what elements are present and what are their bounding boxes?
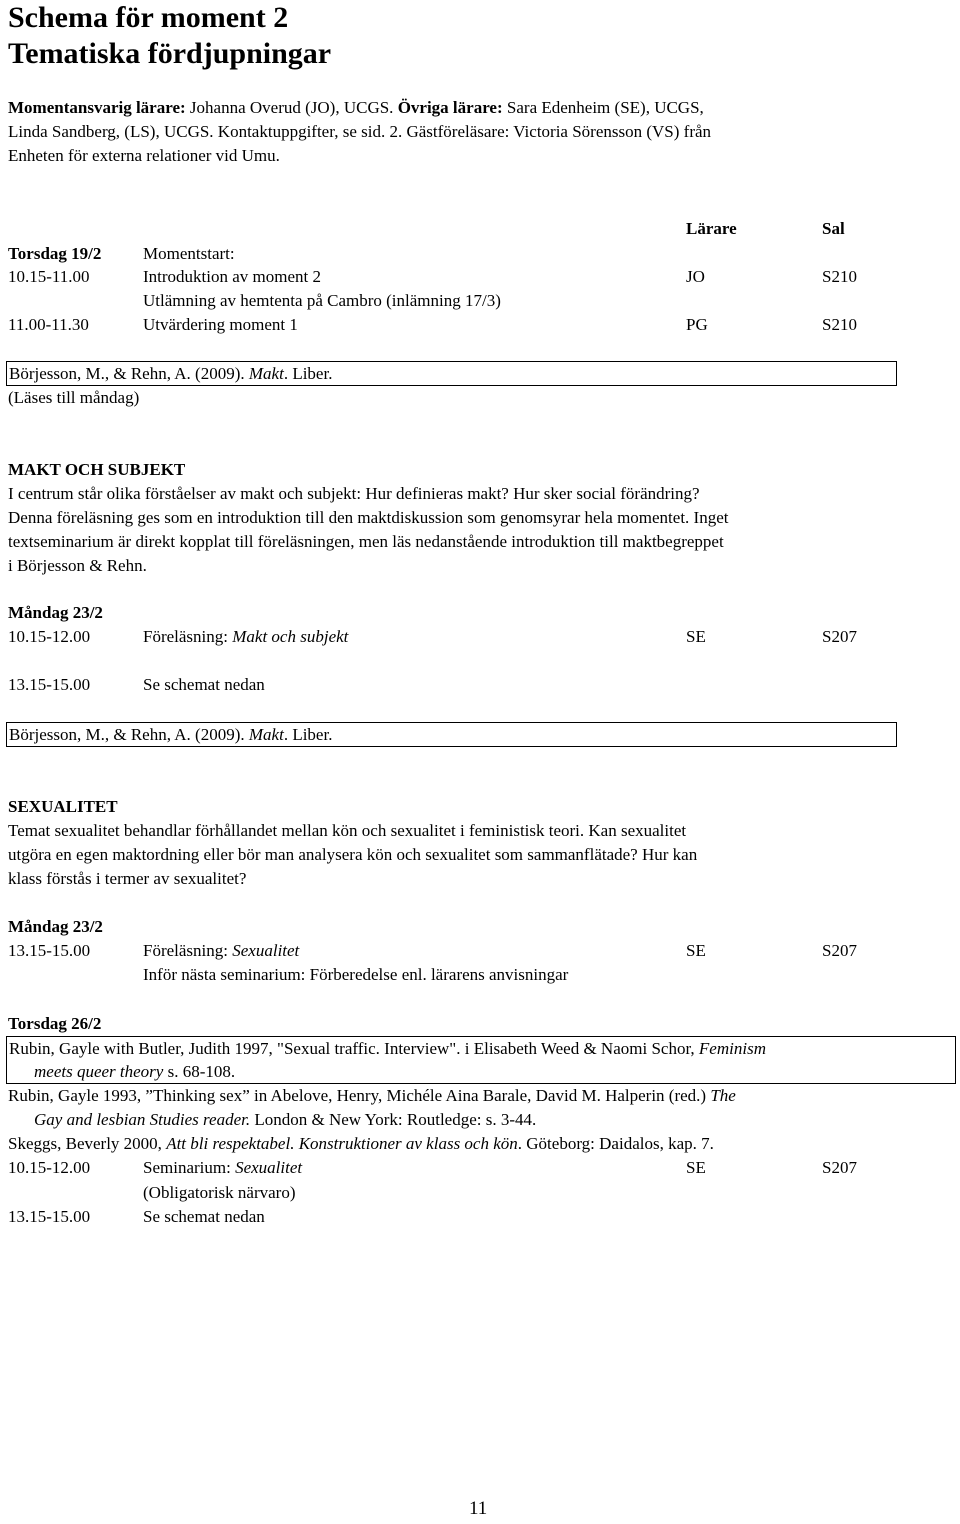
session-activity: Se schemat nedan (143, 675, 265, 694)
session-room: S210 (822, 267, 857, 286)
reading-note: (Läses till måndag) (8, 388, 140, 407)
makt-paragraph-line3: textseminarium är direkt kopplat till föreläsningen, men läs nedanstående introduktion till maktbegreppet (8, 532, 724, 551)
teacher-column-header: Lärare (686, 219, 737, 238)
reference-title: meets queer theory (34, 1062, 164, 1081)
makt-paragraph-line4: i Börjesson & Rehn. (8, 556, 147, 575)
reading-reference-rubin-1997 (9, 1038, 766, 1060)
session-teacher: PG (686, 315, 708, 334)
reference-author: Skeggs, Beverly 2000, (8, 1134, 167, 1153)
reference-title: Makt (248, 364, 284, 383)
reading-reference-rubin-1993-cont (34, 1109, 536, 1131)
session-activity-note: Inför nästa seminarium: Förberedelse enl. lärarens anvisningar (143, 965, 569, 984)
other-teachers-text: Sara Edenheim (SE), UCGS, (502, 98, 704, 117)
sex-paragraph-line3: klass förstås i termer av sexualitet? (8, 869, 247, 888)
reference-text: Rubin, Gayle 1993, ”Thinking sex” in Abelove, Henry, Michéle Aina Barale, David M. Halperin (red.) (8, 1086, 711, 1105)
reference-title: Att bli respektabel. Konstruktioner av klass och kön (166, 1134, 518, 1153)
page-title-line1: Schema för moment 2 (8, 1, 289, 34)
reading-reference (9, 363, 332, 385)
session-room: S207 (822, 941, 857, 960)
session-activity: Se schemat nedan (143, 1207, 265, 1226)
session-teacher: SE (686, 627, 706, 646)
page-number: 11 (469, 1498, 488, 1519)
intro-line1 (8, 97, 704, 119)
reading-reference-rubin-1993 (8, 1085, 736, 1107)
session-time: 10.15-12.00 (8, 627, 91, 646)
session-activity-note: Utlämning av hemtenta på Cambro (inlämning 17/3) (143, 291, 501, 310)
day-heading-monday-23: Måndag 23/2 (8, 917, 103, 936)
makt-paragraph-line2: Denna föreläsning ges som en introduktion till den maktdiskussion som genomsyrar hela momentet. Inget (8, 508, 729, 527)
session-time: 13.15-15.00 (8, 1207, 91, 1226)
section-heading-sexualitet: SEXUALITET (8, 797, 118, 816)
session-time: 13.15-15.00 (8, 675, 91, 694)
reading-reference (9, 724, 332, 746)
intro-line2: Linda Sandberg, (LS), UCGS. Kontaktuppgifter, se sid. 2. Gästföreläsare: Victoria Sörensson (VS) från (8, 122, 712, 141)
session-time: 10.15-12.00 (8, 1158, 91, 1177)
activity-type: Föreläsning: (143, 627, 233, 646)
reference-title: The (710, 1086, 736, 1105)
session-activity: Introduktion av moment 2 (143, 267, 322, 286)
activity-topic: Sexualitet (232, 941, 300, 960)
activity-topic: Sexualitet (235, 1158, 303, 1177)
reference-publisher: . Göteborg: Daidalos, kap. 7. (517, 1134, 714, 1153)
session-teacher: JO (686, 267, 705, 286)
session-room: S210 (822, 315, 857, 334)
session-activity (143, 626, 348, 648)
session-activity (143, 1157, 302, 1179)
day-heading-thursday-26: Torsdag 26/2 (8, 1014, 102, 1033)
room-column-header: Sal (822, 219, 845, 238)
session-activity (143, 940, 299, 962)
session-time: 11.00-11.30 (8, 315, 89, 334)
reference-title: Gay and lesbian Studies reader. (34, 1110, 251, 1129)
session-activity-note: (Obligatorisk närvaro) (143, 1183, 296, 1202)
other-teachers-label: Övriga lärare: (397, 98, 503, 117)
activity-topic: Makt och subjekt (232, 627, 349, 646)
session-time: 13.15-15.00 (8, 941, 91, 960)
moment-start-label: Momentstart: (143, 244, 235, 263)
session-teacher: SE (686, 941, 706, 960)
session-room: S207 (822, 627, 857, 646)
session-room: S207 (822, 1158, 857, 1177)
day-heading-monday-23: Måndag 23/2 (8, 603, 103, 622)
session-time: 10.15-11.00 (8, 267, 90, 286)
session-teacher: SE (686, 1158, 706, 1177)
reference-title: Feminism (698, 1039, 766, 1058)
responsible-label: Momentansvarig lärare: (8, 98, 186, 117)
activity-type: Föreläsning: (143, 941, 233, 960)
section-heading-makt: MAKT OCH SUBJEKT (8, 460, 186, 479)
reference-publisher: London & New York: Routledge: s. 3-44. (250, 1110, 537, 1129)
reference-title: Makt (248, 725, 284, 744)
reference-text: Rubin, Gayle with Butler, Judith 1997, "Sexual traffic. Interview". i Elisabeth Weed & Naomi Schor, (9, 1039, 699, 1058)
activity-type: Seminarium: (143, 1158, 236, 1177)
session-activity: Utvärdering moment 1 (143, 315, 298, 334)
reference-pages: s. 68-108. (163, 1062, 236, 1081)
reference-publisher: . Liber. (283, 725, 333, 744)
page-title-line2: Tematiska fördjupningar (8, 37, 332, 70)
makt-paragraph-line1: I centrum står olika förståelser av makt och subjekt: Hur definieras makt? Hur sker social förändring? (8, 484, 700, 503)
reading-reference-skeggs (8, 1133, 714, 1155)
responsible-text: Johanna Overud (JO), UCGS. (185, 98, 398, 117)
reference-author: Börjesson, M., & Rehn, A. (2009). (9, 364, 249, 383)
sex-paragraph-line1: Temat sexualitet behandlar förhållandet mellan kön och sexualitet i feministisk teori. Kan sexualitet (8, 821, 687, 840)
sex-paragraph-line2: utgöra en egen maktordning eller bör man analysera kön och sexualitet som sammanflätade? Hur kan (8, 845, 698, 864)
day-heading-thursday-19: Torsdag 19/2 (8, 244, 102, 263)
intro-line3: Enheten för externa relationer vid Umu. (8, 146, 280, 165)
reference-author: Börjesson, M., & Rehn, A. (2009). (9, 725, 249, 744)
reading-reference-rubin-1997-cont (34, 1061, 235, 1083)
reference-publisher: . Liber. (283, 364, 333, 383)
